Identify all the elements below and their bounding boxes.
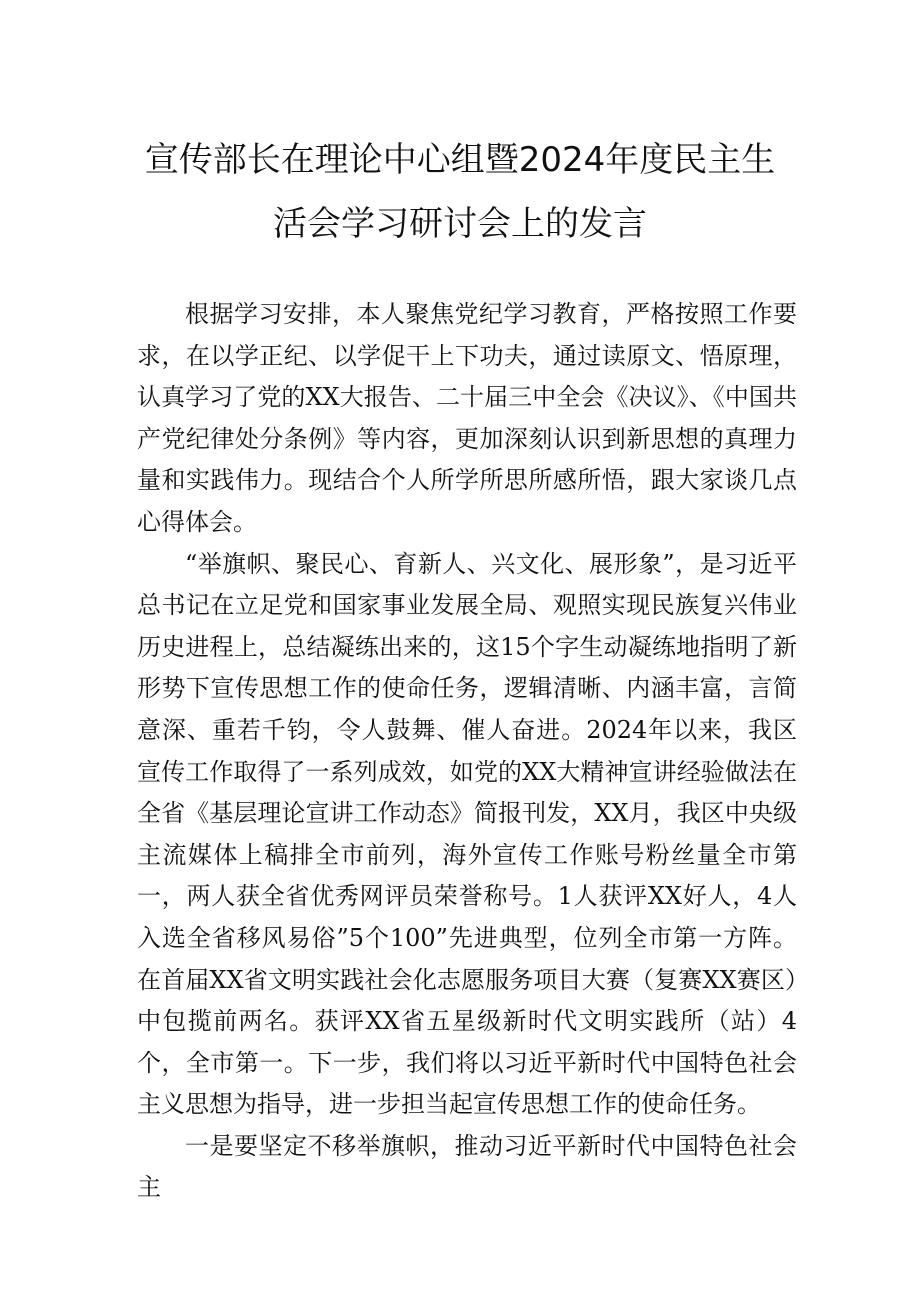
paragraph-point-one: 一是要坚定不移举旗帜，推动习近平新时代中国特色社会主 (137, 1131, 797, 1202)
document-body (137, 294, 797, 1202)
document-title-line-1: 宣传部长在理论中心组暨2024年度民主生 (144, 140, 776, 180)
paragraph-achievements: “举旗帜、聚民心、育新人、兴文化、展形象”，是习近平总书记在立足党和国家事业发展全局、观照实现民族复兴伟业历史进程上，总结凝练出来的，这15个字生动凝练地指明了新形势下宣传思想工作的使命任务，逻辑清晰、内涵丰富，言简意深、重若千钧，令人鼓舞、催人奋进。2024年以来，我区宣传工作取得了一系列成效，如党的XX大精神宣讲经验做法在全省《基层理论宣讲工作动态》简报刊发，XX月，我区中央级主流媒体上稿排全市前列，海外宣传工作账号粉丝量全市第一，两人获全省优秀网评员荣誉称号。1人获评XX好人，4人入选全省移风易俗”5个100”先进典型，位列全市第一方阵。在首届XX省文明实践社会化志愿服务项目大赛（复赛XX赛区）中包揽前两名。获评XX省五星级新时代文明实践所（站）4个，全市第一。下一步，我们将以习近平新时代中国特色社会主义思想为指导，进一步担当起宣传思想工作的使命任务。 (137, 549, 797, 1119)
document-title-line-2: 活会学习研讨会上的发言 (273, 204, 647, 244)
paragraph-intro: 根据学习安排，本人聚焦党纪学习教育，严格按照工作要求，在以学正纪、以学促干上下功夫，通过读原文、悟原理，认真学习了党的XX大报告、二十届三中全会《决议》、《中国共产党纪律处分条例》等内容，更加深刻认识到新思想的真理力量和实践伟力。现结合个人所学所思所感所悟，跟大家谈几点心得体会。 (137, 300, 797, 536)
